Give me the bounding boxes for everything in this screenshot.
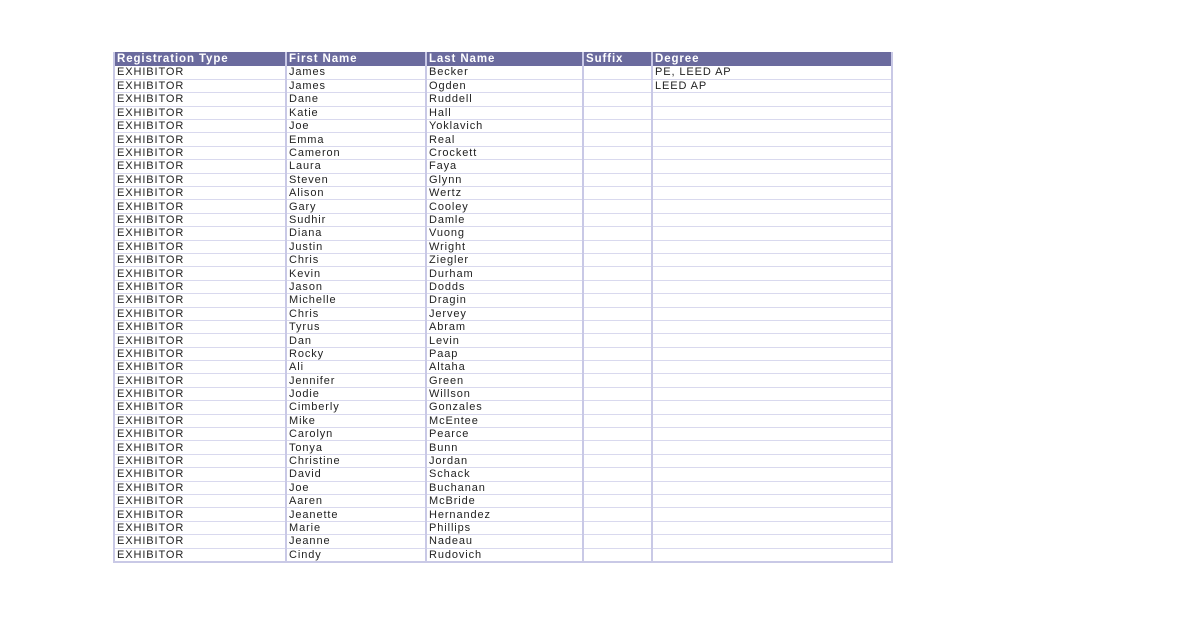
cell-last-name: Jervey — [426, 307, 583, 320]
cell-suffix — [583, 66, 652, 79]
cell-suffix — [583, 280, 652, 293]
cell-last-name: Hernandez — [426, 508, 583, 521]
cell-registration-type: EXHIBITOR — [114, 495, 286, 508]
table-row — [114, 200, 892, 213]
cell-registration-type: EXHIBITOR — [114, 548, 286, 562]
cell-first-name: Ali — [286, 361, 426, 374]
cell-last-name: Faya — [426, 160, 583, 173]
table-row — [114, 133, 892, 146]
cell-suffix — [583, 307, 652, 320]
cell-last-name: Pearce — [426, 428, 583, 441]
table-row — [114, 120, 892, 133]
table-row — [114, 521, 892, 534]
cell-degree — [652, 374, 892, 387]
table-row — [114, 173, 892, 186]
cell-first-name: Tonya — [286, 441, 426, 454]
cell-registration-type: EXHIBITOR — [114, 361, 286, 374]
cell-registration-type: EXHIBITOR — [114, 173, 286, 186]
cell-degree — [652, 294, 892, 307]
cell-last-name: Ogden — [426, 79, 583, 92]
cell-degree — [652, 200, 892, 213]
cell-registration-type: EXHIBITOR — [114, 334, 286, 347]
cell-degree: LEED AP — [652, 79, 892, 92]
cell-first-name: Cameron — [286, 146, 426, 159]
cell-first-name: Tyrus — [286, 320, 426, 333]
table-row — [114, 361, 892, 374]
table-row — [114, 548, 892, 562]
cell-suffix — [583, 521, 652, 534]
table-row — [114, 106, 892, 119]
cell-registration-type: EXHIBITOR — [114, 307, 286, 320]
cell-suffix — [583, 79, 652, 92]
cell-registration-type: EXHIBITOR — [114, 66, 286, 79]
table-row — [114, 187, 892, 200]
cell-registration-type: EXHIBITOR — [114, 160, 286, 173]
table-row — [114, 240, 892, 253]
cell-last-name: Damle — [426, 213, 583, 226]
cell-last-name: Ruddell — [426, 93, 583, 106]
cell-last-name: Dragin — [426, 294, 583, 307]
cell-first-name: Mike — [286, 414, 426, 427]
cell-first-name: Carolyn — [286, 428, 426, 441]
cell-registration-type: EXHIBITOR — [114, 401, 286, 414]
cell-first-name: Alison — [286, 187, 426, 200]
cell-last-name: Paap — [426, 347, 583, 360]
table-row — [114, 227, 892, 240]
cell-degree — [652, 240, 892, 253]
cell-last-name: Hall — [426, 106, 583, 119]
cell-degree — [652, 481, 892, 494]
cell-last-name: Willson — [426, 387, 583, 400]
cell-first-name: Jason — [286, 280, 426, 293]
cell-first-name: David — [286, 468, 426, 481]
cell-suffix — [583, 200, 652, 213]
cell-suffix — [583, 535, 652, 548]
cell-degree: PE, LEED AP — [652, 66, 892, 79]
cell-last-name: Phillips — [426, 521, 583, 534]
cell-suffix — [583, 133, 652, 146]
column-header-registration-type: Registration Type — [114, 52, 286, 66]
cell-first-name: Chris — [286, 307, 426, 320]
cell-registration-type: EXHIBITOR — [114, 240, 286, 253]
cell-first-name: James — [286, 79, 426, 92]
registration-sheet — [113, 52, 893, 563]
header-row — [114, 52, 892, 66]
cell-registration-type: EXHIBITOR — [114, 428, 286, 441]
table-row — [114, 414, 892, 427]
cell-registration-type: EXHIBITOR — [114, 280, 286, 293]
table-row — [114, 495, 892, 508]
cell-degree — [652, 454, 892, 467]
cell-suffix — [583, 267, 652, 280]
table-row — [114, 428, 892, 441]
cell-first-name: Jeanette — [286, 508, 426, 521]
cell-last-name: Ziegler — [426, 253, 583, 266]
cell-degree — [652, 548, 892, 562]
cell-registration-type: EXHIBITOR — [114, 347, 286, 360]
cell-last-name: Dodds — [426, 280, 583, 293]
cell-suffix — [583, 253, 652, 266]
cell-last-name: Altaha — [426, 361, 583, 374]
cell-registration-type: EXHIBITOR — [114, 267, 286, 280]
cell-registration-type: EXHIBITOR — [114, 227, 286, 240]
cell-degree — [652, 280, 892, 293]
table-row — [114, 454, 892, 467]
table-row — [114, 160, 892, 173]
cell-registration-type: EXHIBITOR — [114, 414, 286, 427]
cell-last-name: Real — [426, 133, 583, 146]
cell-suffix — [583, 160, 652, 173]
cell-first-name: Sudhir — [286, 213, 426, 226]
cell-suffix — [583, 320, 652, 333]
cell-degree — [652, 508, 892, 521]
cell-last-name: Bunn — [426, 441, 583, 454]
cell-degree — [652, 401, 892, 414]
cell-suffix — [583, 441, 652, 454]
cell-degree — [652, 468, 892, 481]
cell-registration-type: EXHIBITOR — [114, 374, 286, 387]
cell-first-name: Marie — [286, 521, 426, 534]
cell-degree — [652, 347, 892, 360]
cell-first-name: Jeanne — [286, 535, 426, 548]
cell-suffix — [583, 454, 652, 467]
table-row — [114, 468, 892, 481]
cell-degree — [652, 521, 892, 534]
cell-registration-type: EXHIBITOR — [114, 93, 286, 106]
cell-suffix — [583, 414, 652, 427]
column-header-last-name: Last Name — [426, 52, 583, 66]
cell-first-name: Cimberly — [286, 401, 426, 414]
cell-registration-type: EXHIBITOR — [114, 535, 286, 548]
cell-first-name: Joe — [286, 120, 426, 133]
cell-first-name: Chris — [286, 253, 426, 266]
cell-degree — [652, 213, 892, 226]
cell-last-name: Gonzales — [426, 401, 583, 414]
cell-registration-type: EXHIBITOR — [114, 253, 286, 266]
cell-registration-type: EXHIBITOR — [114, 521, 286, 534]
table-row — [114, 401, 892, 414]
cell-first-name: Jennifer — [286, 374, 426, 387]
cell-registration-type: EXHIBITOR — [114, 468, 286, 481]
cell-suffix — [583, 387, 652, 400]
cell-registration-type: EXHIBITOR — [114, 106, 286, 119]
cell-degree — [652, 414, 892, 427]
cell-last-name: Rudovich — [426, 548, 583, 562]
cell-degree — [652, 120, 892, 133]
cell-suffix — [583, 93, 652, 106]
cell-last-name: Levin — [426, 334, 583, 347]
column-header-degree: Degree — [652, 52, 892, 66]
cell-suffix — [583, 213, 652, 226]
cell-last-name: Yoklavich — [426, 120, 583, 133]
table-row — [114, 347, 892, 360]
cell-last-name: Cooley — [426, 200, 583, 213]
cell-degree — [652, 146, 892, 159]
cell-degree — [652, 441, 892, 454]
cell-registration-type: EXHIBITOR — [114, 146, 286, 159]
cell-registration-type: EXHIBITOR — [114, 213, 286, 226]
cell-first-name: James — [286, 66, 426, 79]
cell-first-name: Dan — [286, 334, 426, 347]
cell-degree — [652, 320, 892, 333]
table-row — [114, 334, 892, 347]
table-row — [114, 481, 892, 494]
cell-registration-type: EXHIBITOR — [114, 481, 286, 494]
cell-first-name: Diana — [286, 227, 426, 240]
registration-table — [113, 52, 893, 563]
cell-registration-type: EXHIBITOR — [114, 387, 286, 400]
cell-degree — [652, 253, 892, 266]
table-row — [114, 294, 892, 307]
cell-degree — [652, 387, 892, 400]
cell-last-name: Jordan — [426, 454, 583, 467]
table-row — [114, 535, 892, 548]
cell-first-name: Steven — [286, 173, 426, 186]
cell-last-name: Crockett — [426, 146, 583, 159]
cell-registration-type: EXHIBITOR — [114, 133, 286, 146]
cell-first-name: Christine — [286, 454, 426, 467]
cell-first-name: Joe — [286, 481, 426, 494]
cell-degree — [652, 133, 892, 146]
cell-degree — [652, 173, 892, 186]
cell-suffix — [583, 428, 652, 441]
cell-last-name: Becker — [426, 66, 583, 79]
cell-suffix — [583, 146, 652, 159]
cell-registration-type: EXHIBITOR — [114, 454, 286, 467]
cell-last-name: Green — [426, 374, 583, 387]
table-row — [114, 146, 892, 159]
table-row — [114, 320, 892, 333]
cell-degree — [652, 334, 892, 347]
table-row — [114, 374, 892, 387]
cell-registration-type: EXHIBITOR — [114, 508, 286, 521]
cell-last-name: Wertz — [426, 187, 583, 200]
cell-suffix — [583, 120, 652, 133]
cell-suffix — [583, 334, 652, 347]
cell-degree — [652, 361, 892, 374]
cell-suffix — [583, 508, 652, 521]
table-row — [114, 213, 892, 226]
cell-degree — [652, 267, 892, 280]
cell-degree — [652, 535, 892, 548]
cell-degree — [652, 106, 892, 119]
table-row — [114, 267, 892, 280]
table-row — [114, 307, 892, 320]
column-header-first-name: First Name — [286, 52, 426, 66]
cell-suffix — [583, 347, 652, 360]
cell-first-name: Jodie — [286, 387, 426, 400]
cell-registration-type: EXHIBITOR — [114, 441, 286, 454]
cell-registration-type: EXHIBITOR — [114, 187, 286, 200]
cell-suffix — [583, 374, 652, 387]
cell-suffix — [583, 401, 652, 414]
cell-last-name: Schack — [426, 468, 583, 481]
cell-last-name: Buchanan — [426, 481, 583, 494]
cell-suffix — [583, 187, 652, 200]
cell-suffix — [583, 227, 652, 240]
cell-suffix — [583, 495, 652, 508]
cell-registration-type: EXHIBITOR — [114, 294, 286, 307]
cell-first-name: Katie — [286, 106, 426, 119]
cell-first-name: Michelle — [286, 294, 426, 307]
cell-first-name: Laura — [286, 160, 426, 173]
cell-degree — [652, 495, 892, 508]
cell-suffix — [583, 481, 652, 494]
cell-first-name: Aaren — [286, 495, 426, 508]
cell-suffix — [583, 173, 652, 186]
table-row — [114, 441, 892, 454]
table-body — [114, 66, 892, 562]
table-row — [114, 93, 892, 106]
cell-registration-type: EXHIBITOR — [114, 79, 286, 92]
cell-last-name: McEntee — [426, 414, 583, 427]
cell-first-name: Cindy — [286, 548, 426, 562]
cell-suffix — [583, 548, 652, 562]
cell-degree — [652, 160, 892, 173]
cell-suffix — [583, 361, 652, 374]
cell-degree — [652, 428, 892, 441]
table-header — [114, 52, 892, 66]
table-row — [114, 508, 892, 521]
table-row — [114, 66, 892, 79]
cell-first-name: Justin — [286, 240, 426, 253]
cell-last-name: Wright — [426, 240, 583, 253]
table-row — [114, 280, 892, 293]
table-row — [114, 387, 892, 400]
cell-registration-type: EXHIBITOR — [114, 120, 286, 133]
cell-degree — [652, 93, 892, 106]
cell-first-name: Kevin — [286, 267, 426, 280]
cell-last-name: Nadeau — [426, 535, 583, 548]
cell-suffix — [583, 294, 652, 307]
cell-registration-type: EXHIBITOR — [114, 200, 286, 213]
cell-last-name: Glynn — [426, 173, 583, 186]
cell-first-name: Rocky — [286, 347, 426, 360]
cell-last-name: Durham — [426, 267, 583, 280]
table-row — [114, 253, 892, 266]
cell-registration-type: EXHIBITOR — [114, 320, 286, 333]
cell-degree — [652, 187, 892, 200]
cell-first-name: Emma — [286, 133, 426, 146]
cell-suffix — [583, 468, 652, 481]
cell-last-name: Vuong — [426, 227, 583, 240]
column-header-suffix: Suffix — [583, 52, 652, 66]
cell-degree — [652, 307, 892, 320]
cell-last-name: McBride — [426, 495, 583, 508]
cell-last-name: Abram — [426, 320, 583, 333]
cell-suffix — [583, 240, 652, 253]
cell-first-name: Gary — [286, 200, 426, 213]
cell-suffix — [583, 106, 652, 119]
cell-first-name: Dane — [286, 93, 426, 106]
table-row — [114, 79, 892, 92]
cell-degree — [652, 227, 892, 240]
